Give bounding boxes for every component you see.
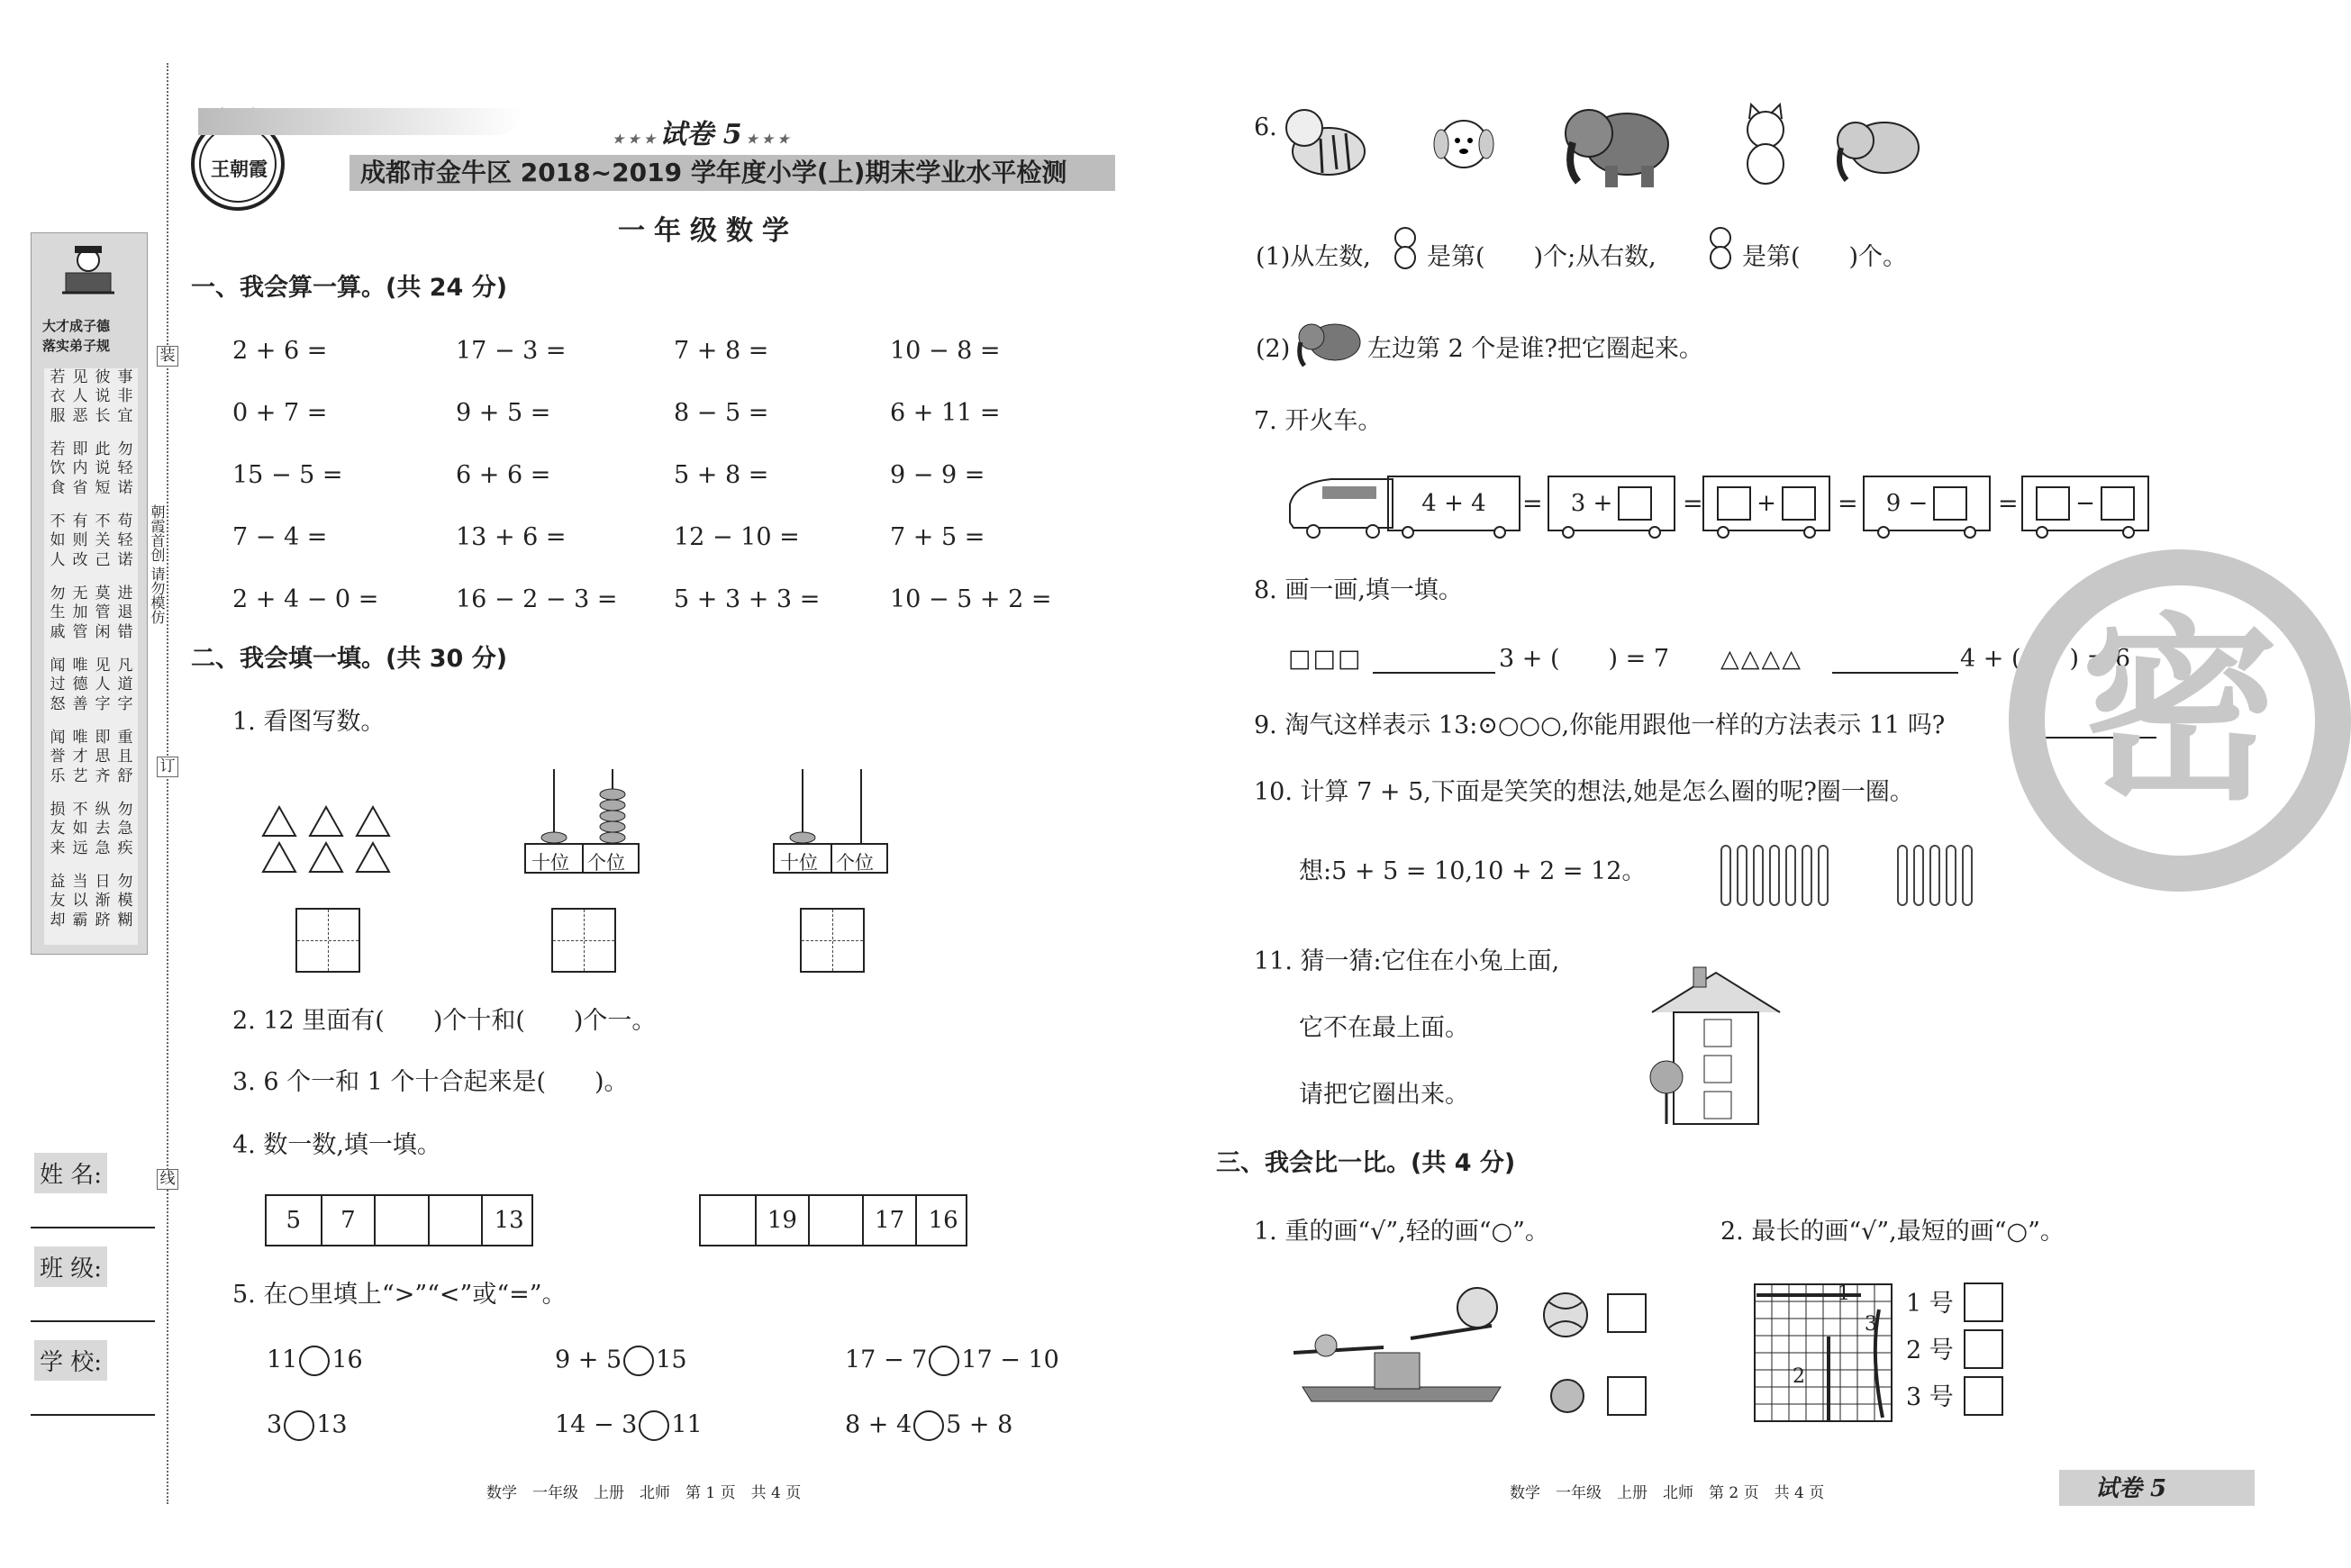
sec3-q1-text: 1. 重的画“√”,轻的画“○”。 — [1254, 1218, 1549, 1246]
compare-item — [555, 1410, 703, 1441]
abacus-1-base — [524, 843, 640, 874]
compare-left: 3 — [267, 1410, 283, 1439]
train-wheel — [1877, 526, 1890, 539]
rope-answer-box-3[interactable] — [1964, 1376, 2003, 1416]
compare-right: 17 − 10 — [961, 1346, 1059, 1374]
counting-stick[interactable] — [1962, 845, 1973, 906]
poem-column: 唯德善 — [72, 657, 88, 713]
student-figure-icon — [59, 242, 118, 296]
compare-item — [845, 1346, 1059, 1376]
heavy-answer-box[interactable] — [1607, 1293, 1647, 1333]
calc-item: 16 − 2 − 3 = — [456, 585, 618, 613]
section-2-title: 二、我会填一填。(共 30 分) — [191, 645, 508, 673]
number-sequence-2 — [699, 1194, 967, 1246]
q6a-text-1: (1)从左数, — [1256, 243, 1371, 271]
answer-grid-2[interactable] — [551, 908, 616, 973]
rope-label-2: 2 号 — [1906, 1337, 1954, 1364]
train-car-text: 9 − — [1885, 490, 1929, 517]
counting-stick[interactable] — [1802, 845, 1812, 906]
train-wheel — [1717, 526, 1729, 539]
counting-stick[interactable] — [1769, 845, 1780, 906]
counting-stick[interactable] — [1946, 845, 1956, 906]
q11-line-2: 它不在最上面。 — [1299, 1014, 1469, 1042]
compare-right: 16 — [331, 1346, 363, 1374]
compare-circle[interactable] — [299, 1346, 330, 1376]
locomotive-icon — [1286, 468, 1394, 540]
train-wheel — [1562, 526, 1575, 539]
calc-item: 7 + 5 = — [890, 523, 985, 551]
train-car-text: 4 + 4 — [1421, 490, 1486, 517]
poem-column: 事非宜 — [117, 368, 133, 425]
poem-column: 此说短 — [95, 440, 111, 497]
q8a-equation: 3 + ( ) = 7 — [1499, 645, 1669, 673]
counting-stick[interactable] — [1737, 845, 1747, 906]
poem-column: 凡道字 — [117, 657, 133, 713]
sequence-cell: 19 — [755, 1196, 809, 1245]
name-label: 姓 名: — [34, 1153, 107, 1193]
name-line — [31, 1227, 155, 1228]
poem-column: 有则改 — [72, 512, 88, 569]
q6a-text-2: 是第( )个;从右数, — [1427, 243, 1657, 271]
q2-1-text: 1. 看图写数。 — [232, 708, 386, 736]
header-swoosh — [198, 108, 522, 135]
q6b-text-1: (2) — [1256, 335, 1291, 363]
train-answer-box[interactable] — [1717, 486, 1751, 521]
paper-tag-text: 试卷 5 — [659, 119, 742, 150]
q8a-shapes: □□□ — [1288, 645, 1363, 673]
train-car-text: + — [1756, 490, 1776, 517]
poem-column: 若衣服 — [50, 368, 66, 425]
poem-column: 若饮食 — [50, 440, 66, 497]
rope-answer-box-1[interactable] — [1964, 1282, 2003, 1322]
calc-item: 8 − 5 = — [674, 399, 769, 427]
compare-left: 9 + 5 — [555, 1346, 622, 1374]
motto-line-2: 落实弟子规 — [42, 338, 111, 354]
q8-text: 8. 画一画,填一填。 — [1254, 576, 1463, 604]
calc-item: 12 − 10 = — [674, 523, 800, 551]
q2-4-text: 4. 数一数,填一填。 — [232, 1131, 441, 1159]
abacus-1-ones: 个位 — [587, 852, 625, 874]
compare-item — [555, 1346, 687, 1376]
calc-item: 2 + 4 − 0 = — [232, 585, 379, 613]
sequence-cell: 13 — [481, 1196, 535, 1245]
train-answer-box[interactable] — [1933, 486, 1967, 521]
poem-column: 进退错 — [117, 585, 133, 641]
motto-line-1: 大才成子德 — [42, 318, 111, 334]
compare-circle[interactable] — [929, 1346, 959, 1376]
abacus-2-icon — [771, 767, 888, 843]
cat-icon — [1729, 103, 1802, 187]
train-car — [1863, 476, 1991, 531]
counting-stick[interactable] — [1785, 845, 1796, 906]
compare-circle[interactable] — [284, 1410, 314, 1441]
compare-left: 14 − 3 — [555, 1410, 638, 1439]
poem-column: 不关己 — [95, 512, 111, 569]
q8b-blank[interactable] — [1832, 672, 1958, 674]
sidebar-panel — [31, 232, 148, 955]
section-1-title: 一、我会算一算。(共 24 分) — [191, 274, 508, 302]
poem-column: 莫管闲 — [95, 585, 111, 641]
q7-text: 7. 开火车。 — [1254, 407, 1383, 435]
elephant-large-icon — [1558, 95, 1675, 191]
compare-item — [845, 1410, 1012, 1441]
poem-column: 日渐跻 — [95, 873, 111, 929]
compare-left: 11 — [267, 1346, 298, 1374]
logo-text: 王朝霞 — [211, 158, 268, 180]
rope-label-1: 1 号 — [1906, 1290, 1954, 1318]
class-line — [31, 1320, 155, 1322]
calc-item: 0 + 7 = — [232, 399, 328, 427]
counting-stick[interactable] — [1913, 845, 1924, 906]
sec3-q2-text: 2. 最长的画“√”,最短的画“○”。 — [1720, 1218, 2065, 1246]
light-answer-box[interactable] — [1607, 1376, 1647, 1416]
sequence-cell: 16 — [915, 1196, 969, 1245]
train-equals: = — [1838, 490, 1858, 518]
number-sequence-1 — [265, 1194, 533, 1246]
train-wheel — [1803, 526, 1816, 539]
q10-text: 10. 计算 7 + 5,下面是笑笑的想法,她是怎么圈的呢?圈一圈。 — [1254, 778, 1914, 806]
footer-left: 数学 一年级 上册 北师 第 1 页 共 4 页 — [486, 1484, 802, 1502]
poem-column: 不如远 — [72, 801, 88, 857]
elephant-inline-icon — [1294, 315, 1364, 369]
poem-column: 唯才艺 — [72, 729, 88, 785]
counting-stick[interactable] — [1818, 845, 1829, 906]
q2-3-text: 3. 6 个一和 1 个十合起来是( )。 — [232, 1068, 629, 1096]
notice-vertical: 朝霞首创 请勿模仿 — [149, 504, 166, 625]
rope-num-3: 3 — [1865, 1313, 1877, 1336]
rope-label-3: 3 号 — [1906, 1383, 1954, 1411]
calc-item: 2 + 6 = — [232, 337, 328, 365]
poem-column: 重且舒 — [117, 729, 133, 785]
calc-item: 7 − 4 = — [232, 523, 328, 551]
train-equals: = — [1998, 490, 2019, 518]
q11-line-3: 请把它圈出来。 — [1299, 1081, 1469, 1109]
sequence-blank[interactable] — [428, 1196, 482, 1245]
poem-column: 纵去急 — [95, 801, 111, 857]
calc-item: 17 − 3 = — [456, 337, 567, 365]
train-wheel — [2036, 526, 2048, 539]
calc-item: 5 + 3 + 3 = — [674, 585, 821, 613]
rope-grid-icon — [1753, 1282, 1893, 1423]
poem-column: 益友却 — [50, 873, 66, 929]
calc-item: 9 − 9 = — [890, 461, 985, 489]
calc-item: 5 + 8 = — [674, 461, 769, 489]
train-car — [1387, 476, 1520, 531]
abacus-2-tens: 十位 — [780, 852, 818, 874]
q11-line-1: 11. 猜一猜:它住在小兔上面, — [1254, 947, 1560, 975]
exam-subject: 一年级数学 — [618, 215, 798, 247]
train-answer-box[interactable] — [1618, 486, 1652, 521]
poem-column: 勿生戚 — [50, 585, 66, 641]
sequence-cell: 17 — [862, 1196, 916, 1245]
poem-column: 彼说长 — [95, 368, 111, 425]
poem-column: 即内省 — [72, 440, 88, 497]
seal-stamp-text: 密 — [2081, 596, 2280, 827]
poem-column: 苟轻诺 — [117, 512, 133, 569]
train-wheel — [1964, 526, 1976, 539]
train-wheel — [1648, 526, 1661, 539]
sequence-cell: 7 — [321, 1196, 375, 1245]
q6b-text-2: 左边第 2 个是谁?把它圈起来。 — [1367, 335, 1703, 363]
q9-text: 9. 淘气这样表示 13:⊙○○○,你能用跟他一样的方法表示 11 吗? — [1254, 711, 1946, 739]
calc-item: 13 + 6 = — [456, 523, 567, 551]
calc-item: 9 + 5 = — [456, 399, 551, 427]
sequence-blank[interactable] — [701, 1196, 755, 1245]
poem-column: 当以霸 — [72, 873, 88, 929]
class-label: 班 级: — [34, 1246, 107, 1287]
school-line — [31, 1414, 155, 1416]
abacus-2-divider — [831, 845, 832, 872]
compare-circle[interactable] — [639, 1410, 669, 1441]
ball-small-icon — [1548, 1376, 1587, 1416]
sequence-cell: 5 — [286, 1207, 302, 1234]
compare-circle[interactable] — [913, 1410, 944, 1441]
q8b-shapes: △△△△ — [1720, 645, 1803, 673]
train-equals: = — [1522, 490, 1543, 518]
poem-column: 见人恶 — [72, 368, 88, 425]
poem-column: 不如人 — [50, 512, 66, 569]
compare-item — [267, 1346, 363, 1376]
poem-column: 勿急疾 — [117, 801, 133, 857]
poem-column: 无加管 — [72, 585, 88, 641]
train-car-text: − — [2075, 490, 2095, 517]
calc-item: 6 + 11 = — [890, 399, 1001, 427]
abacus-2-ones: 个位 — [836, 852, 874, 874]
calc-item: 10 − 8 = — [890, 337, 1001, 365]
train-equals: = — [1683, 490, 1703, 518]
margin-mark-1: 装 — [157, 346, 178, 367]
ball-large-icon — [1540, 1290, 1591, 1340]
poem-column: 见人字 — [95, 657, 111, 713]
abacus-1-icon — [522, 767, 640, 843]
compare-left: 17 − 7 — [845, 1346, 928, 1374]
compare-right: 11 — [671, 1410, 703, 1439]
train-wheel — [1402, 526, 1414, 539]
paper-tag: ★ ★ ★ 试卷 5 ★ ★ ★ — [613, 119, 789, 150]
train-car — [2021, 476, 2149, 531]
section-3-title: 三、我会比一比。(共 4 分) — [1216, 1149, 1516, 1177]
footer-right: 数学 一年级 上册 北师 第 2 页 共 4 页 — [1510, 1484, 1825, 1502]
calc-item: 10 − 5 + 2 = — [890, 585, 1052, 613]
answer-grid-1[interactable] — [295, 908, 360, 973]
exam-title: 成都市金牛区 2018~2019 学年度小学(上)期末学业水平检测 — [360, 158, 1067, 187]
q6a-text-3: 是第( )个。 — [1742, 243, 1908, 271]
rope-num-2: 2 — [1793, 1365, 1805, 1388]
train-answer-box[interactable] — [2101, 486, 2135, 521]
compare-left: 8 + 4 — [845, 1410, 912, 1439]
sequence-blank[interactable] — [374, 1196, 428, 1245]
margin-mark-2: 订 — [157, 757, 178, 777]
calc-item: 6 + 6 = — [456, 461, 551, 489]
cat-small-icon-1 — [1387, 223, 1423, 270]
rope-answer-box-2[interactable] — [1964, 1329, 2003, 1369]
q2-2-text: 2. 12 里面有( )个十和( )个一。 — [232, 1007, 657, 1035]
calc-item: 15 − 5 = — [232, 461, 343, 489]
binding-line — [167, 63, 168, 1504]
train-answer-box[interactable] — [2036, 486, 2070, 521]
cat-small-icon-2 — [1702, 223, 1738, 270]
counting-stick[interactable] — [1929, 845, 1940, 906]
house-icon — [1648, 967, 1784, 1128]
margin-mark-3: 线 — [157, 1169, 178, 1190]
rope-num-1: 1 — [1838, 1282, 1850, 1305]
q8a-blank[interactable] — [1373, 672, 1495, 674]
compare-right: 15 — [656, 1346, 687, 1374]
poem-column: 勿轻诺 — [117, 440, 133, 497]
compare-right: 13 — [316, 1410, 348, 1439]
balance-scale-icon — [1284, 1288, 1519, 1405]
abacus-2-base — [773, 843, 888, 874]
train-answer-box[interactable] — [1782, 486, 1816, 521]
compare-circle[interactable] — [623, 1346, 654, 1376]
abacus-1-divider — [582, 845, 584, 872]
q2-5-text: 5. 在○里填上“>”“<”或“=”。 — [232, 1281, 567, 1309]
q6-number: 6. — [1254, 113, 1277, 141]
seal-stamp — [2009, 549, 2351, 892]
train-car — [1548, 476, 1675, 531]
compare-right: 5 + 8 — [946, 1410, 1013, 1439]
compare-item — [267, 1410, 348, 1441]
train-car — [1702, 476, 1830, 531]
school-label: 学 校: — [34, 1340, 107, 1381]
tiger-icon — [1279, 99, 1378, 186]
poem-column: 损友来 — [50, 801, 66, 857]
poem-column: 勿模糊 — [117, 873, 133, 929]
poem-column: 闻过怒 — [50, 657, 66, 713]
triangles-icon — [259, 802, 395, 875]
poem-blocks — [44, 368, 138, 945]
q10-thought: 想:5 + 5 = 10,10 + 2 = 12。 — [1299, 857, 1647, 885]
calc-item: 7 + 8 = — [674, 337, 769, 365]
poem-column: 闻誉乐 — [50, 729, 66, 785]
abacus-1-tens: 十位 — [531, 852, 569, 874]
puppy-icon — [1425, 108, 1502, 186]
answer-grid-3[interactable] — [800, 908, 865, 973]
q8b-equation: 4 + ( ) = 6 — [1960, 645, 2130, 673]
sequence-blank[interactable] — [808, 1196, 862, 1245]
train-wheel — [1493, 526, 1506, 539]
train-car-text: 3 + — [1570, 490, 1613, 517]
train-wheel — [2122, 526, 2135, 539]
elephant-small-icon — [1829, 108, 1928, 186]
footer-tag: 试卷 5 — [2095, 1475, 2167, 1502]
poem-column: 即思齐 — [95, 729, 111, 785]
counting-stick[interactable] — [1720, 845, 1731, 906]
counting-stick[interactable] — [1897, 845, 1908, 906]
counting-stick[interactable] — [1753, 845, 1764, 906]
